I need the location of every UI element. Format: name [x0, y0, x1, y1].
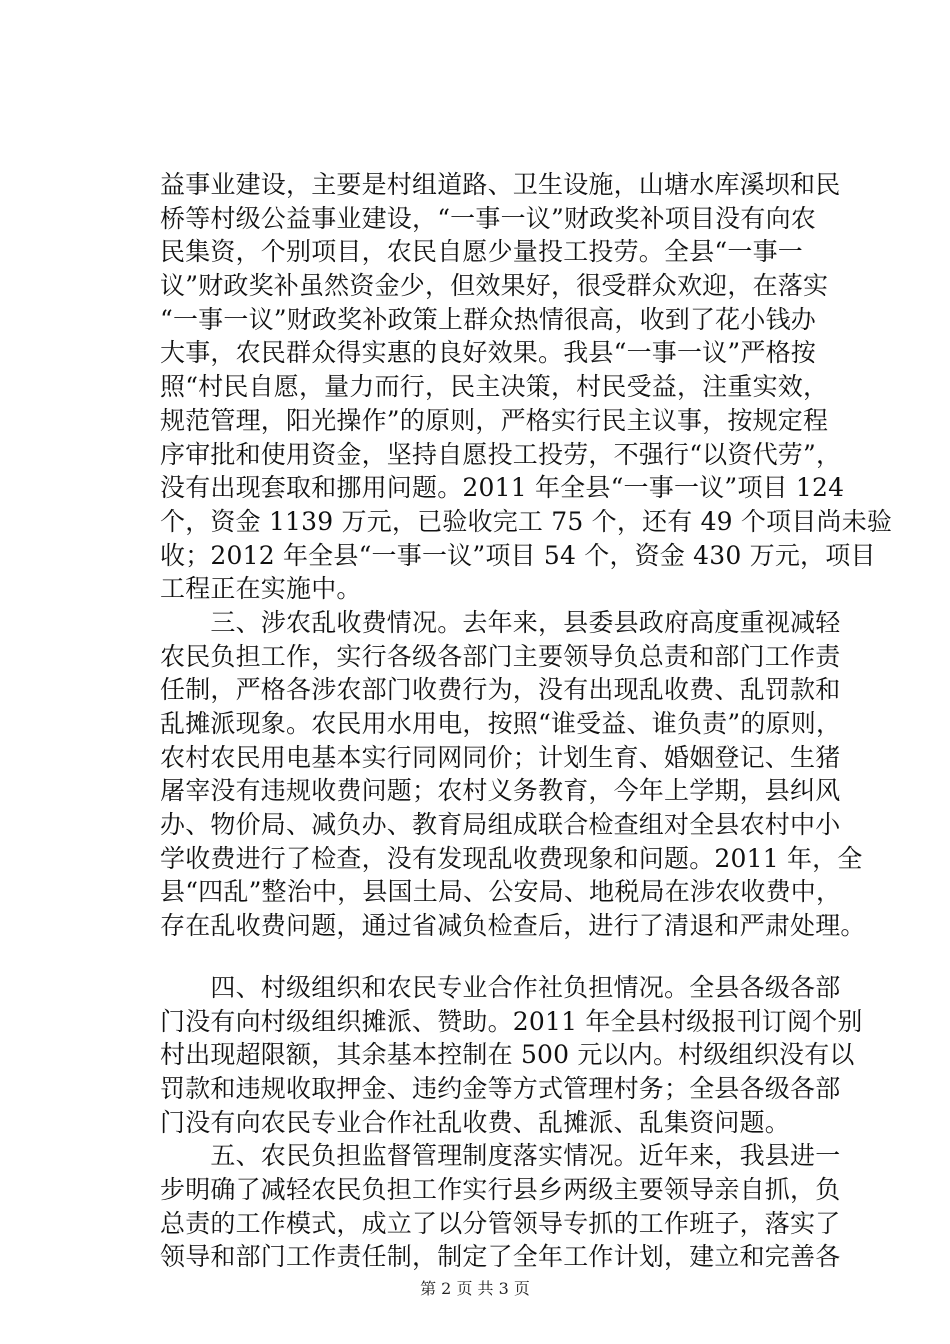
text-line: 县“四乱”整治中，县国土局、公安局、地税局在涉农收费中，	[160, 877, 842, 907]
text-line: 规范管理，阳光操作”的原则，严格实行民主议事，按规定程	[160, 405, 829, 435]
paragraph-gap	[160, 943, 850, 971]
text-line: 罚款和违规收取押金、违约金等方式管理村务；全县各级各部	[160, 1073, 841, 1103]
text-line: 步明确了减轻农民负担工作实行县乡两级主要领导亲自抓，负	[160, 1174, 841, 1204]
text-line: 农民负担工作，实行各级各部门主要领导负总责和部门工作责	[160, 641, 841, 671]
text-line: 大事，农民群众得实惠的良好效果。我县“一事一议”严格按	[160, 338, 816, 368]
text-line: 村出现超限额，其余基本控制在 500 元以内。村级组织没有以	[160, 1040, 855, 1070]
text-line: 任制，严格各涉农部门收费行为，没有出现乱收费、乱罚款和	[160, 675, 841, 705]
text-line: 屠宰没有违规收费问题；农村义务教育，今年上学期，县纠风	[160, 776, 841, 806]
text-line: 益事业建设，主要是村组道路、卫生设施，山塘水库溪坝和民	[160, 170, 841, 199]
text-line: 存在乱收费问题，通过省减负检查后，进行了清退和严肃处理。	[160, 911, 866, 941]
text-line: 四、村级组织和农民专业合作社负担情况。全县各级各部	[160, 972, 841, 1002]
text-line: 三、涉农乱收费情况。去年来，县委县政府高度重视减轻	[160, 607, 841, 637]
text-line: 门没有向村级组织摊派、赞助。2011 年全县村级报刊订阅个别	[160, 1006, 863, 1036]
text-line: 序审批和使用资金，坚持自愿投工投劳，不强行“以资代劳”，	[160, 439, 842, 469]
text-line: “一事一议”财政奖补政策上群众热情很高，收到了花小钱办	[160, 304, 816, 334]
text-line: 没有出现套取和挪用问题。2011 年全县“一事一议”项目 124	[160, 473, 845, 503]
text-line: 农村农民用电基本实行同网同价；计划生育、婚姻登记、生猪	[160, 742, 841, 772]
text-line: 五、农民负担监督管理制度落实情况。近年来，我县进一	[160, 1141, 841, 1171]
text-line: 个，资金 1139 万元，已验收完工 75 个，还有 49 个项目尚未验	[160, 506, 893, 536]
text-line: 桥等村级公益事业建设，“一事一议”财政奖补项目没有向农	[160, 203, 816, 233]
body-text	[160, 168, 893, 1274]
text-line: 门没有向农民专业合作社乱收费、乱摊派、乱集资问题。	[160, 1107, 791, 1137]
text-line: 领导和部门工作责任制，制定了全年工作计划，建立和完善各	[160, 1242, 841, 1272]
text-line: 乱摊派现象。农民用水用电，按照“谁受益、谁负责”的原则，	[160, 709, 842, 738]
text-line: 学收费进行了检查，没有发现乱收费现象和问题。2011 年，全	[160, 843, 863, 873]
paragraphs-part-2	[160, 971, 863, 1274]
text-line: 议”财政奖补虽然资金少，但效果好，很受群众欢迎，在落实	[160, 271, 829, 301]
text-line: 收；2012 年全县“一事一议”项目 54 个，资金 430 万元，项目	[160, 540, 876, 570]
text-line: 办、物价局、减负办、教育局组成联合检查组对全县农村中小	[160, 810, 841, 840]
page-footer: 第 2 页 共 3 页	[420, 1279, 530, 1298]
text-line: 工程正在实施中。	[160, 574, 362, 604]
text-line: 总责的工作模式，成立了以分管领导专抓的工作班子，落实了	[160, 1208, 841, 1238]
text-line: 民集资，个别项目，农民自愿少量投工投劳。全县“一事一	[160, 237, 803, 267]
text-line: 照“村民自愿，量力而行，民主决策，村民受益，注重实效，	[160, 372, 829, 402]
paragraphs-part-1	[160, 168, 893, 943]
